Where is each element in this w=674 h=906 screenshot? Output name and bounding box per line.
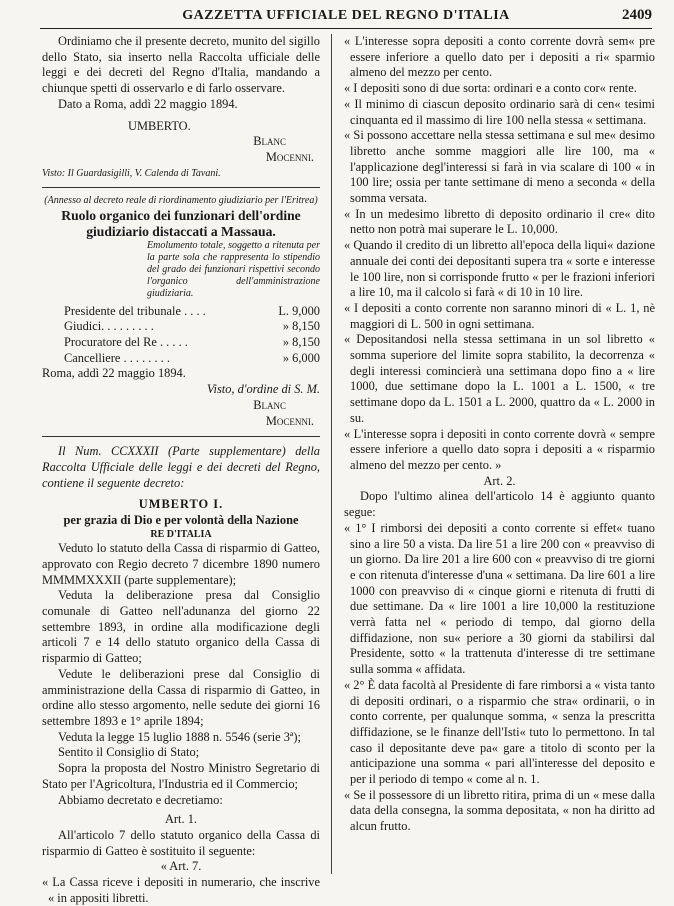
facolta-paragraph: « 2° È data facoltà al Presidente di fare rimborsi a « vista tanto di depositi ordinari, o a risparmio che stra« ordinarii, o in conto corrente, per qualunque somma, « senza la prescritta diffidazione, se le finanze dell'Isti« tuto lo permettono. In tal caso il depositante deve pa« gare a titolo di sconto per la anticipazione una somma « pari all'interesse del deposito e per il periodo di tempo « come al n. 1. <box>344 677 655 787</box>
salary-role: Giudici. . . . . . . . . <box>64 319 154 334</box>
statute-paragraph: « In un medesimo libretto di deposito ordinario il cre« dito netto non potrà mai superare le L. 10,000. <box>344 206 655 237</box>
decree-date: Dato a Roma, addì 22 maggio 1894. <box>58 96 238 111</box>
article-7-heading: « Art. 7. <box>160 859 202 874</box>
article-2-heading: Art. 2. <box>483 473 516 488</box>
statute-paragraph: « L'interesse sopra i depositi in conto corrente dovrà « sempre essere inferiore a quello dato sopra i depositi a « risparmio almeno del mezzo per cento. » <box>344 426 655 472</box>
section-rule <box>42 436 320 437</box>
decree-heading-umberto: UMBERTO I. <box>138 497 224 512</box>
salary-amount: L. 9,000 <box>278 303 320 318</box>
consideration-3: Vedute le deliberazioni prese dal Consiglio di amministrazione della Cassa di risparmio di Gatteo, in ordine allo stesso argomento, nelle sedute dei giorni 16 settembre 1893 e 1° aprile 1894; <box>42 666 320 728</box>
visto-ordine: Visto, d'ordine di S. M. <box>206 382 320 397</box>
decree-closing-paragraph: Ordiniamo che il presente decreto, munito del sigillo dello Stato, sia inserto nella Raccolta ufficiale delle leggi e dei decreti del Regno d'Italia, mandando a chiunque spetti di osservarlo e di farlo osservare. <box>42 34 320 96</box>
salary-amount: » 6,000 <box>282 350 320 365</box>
salary-row <box>42 351 320 367</box>
left-column <box>42 34 320 906</box>
rimborsi-paragraph: « 1° I rimborsi dei depositi a conto corrente si effet« tuano sino a lire 50 a vista. Da lire 51 a lire 200 con « preavviso di un giorno. Da lire 201 a lire 600 con « preavviso di tre giorni e con ritenuta d'interesse d'una « settimana. Da lire 601 a lire 1000 con preavviso di « cinque giorni e ritenuta di frutti di due settimane. Da « lire 1001 a lire 10,000 la restituzione verrà fatta nel « periodo di tempo, dal giorno della diffidazione, non su« periore a 30 giorni da stabilirsi dal Presidente, sotto « la trattenuta d'interesse di tre settimane sulla somma « affidata. <box>344 520 655 677</box>
salary-amount: » 8,150 <box>282 335 320 350</box>
salary-row <box>42 319 320 335</box>
signature-mocenni-2: Mocenni. <box>265 413 314 428</box>
per-grazia-line: per grazia di Dio e per volontà della Nazione <box>63 513 299 528</box>
roma-date: Roma, addì 22 maggio 1894. <box>42 366 186 381</box>
column-divider <box>331 34 332 874</box>
signature-blanc-2: Blanc <box>253 397 286 412</box>
statute-paragraph: « I depositi a conto corrente non saranno minori di « L. 1, nè maggiori di L. 500 in ogni settimana. <box>344 300 655 331</box>
gazette-title: GAZZETTA UFFICIALE DEL REGNO D'ITALIA <box>182 8 510 23</box>
statute-paragraph: « Il minimo di ciascun deposito ordinario sarà di cen« tesimi cinquanta ed il massimo di lire 100 nella stessa « settimana. <box>344 96 655 127</box>
signature-blanc: Blanc <box>253 134 286 149</box>
statute-paragraph: « L'interesse sopra depositi a conto corrente dovrà sem« pre essere inferiore a quello dato per i depositi a ri« sparmio almeno del mezzo per cento. <box>344 34 655 80</box>
signature-mocenni: Mocenni. <box>265 149 314 164</box>
consideration-7: Abbiamo decretato e decretiamo: <box>58 792 223 807</box>
annesso-note: (Annesso al decreto reale di riordinamento giudiziario per l'Eritrea) <box>44 195 318 207</box>
consideration-1: Veduto lo statuto della Cassa di risparmio di Gatteo, approvato con Regio decreto 7 dicembre 1890 numero MMMMXXXII (parte supplementare); <box>42 541 320 587</box>
visto-guardasigilli: Visto: Il Guardasigilli, V. Calenda di Tavani. <box>42 167 221 179</box>
page-header <box>40 4 652 29</box>
consideration-5: Sentito il Consiglio di Stato; <box>58 745 200 760</box>
salary-row <box>42 335 320 351</box>
consideration-4: Veduta la legge 15 luglio 1888 n. 5546 (serie 3ª); <box>58 729 301 744</box>
salary-row <box>42 304 320 320</box>
article-2-intro: Dopo l'ultimo alinea dell'articolo 14 è aggiunto quanto segue: <box>344 489 655 520</box>
statute-paragraph: « Si possono accettare nella stessa settimana e sul me« desimo libretto anche somme maggiori alle lire 100, ma « l'applicazione degl'interessi si farà in via scalare di 100 « in 100 lire; ossia per tante settimane di meno a seconda « della somma versata. <box>344 128 655 206</box>
num-notice: Il Num. CCXXXII (Parte supplementare) della Raccolta Ufficiale delle leggi e dei decreti del Regno, contiene il seguente decreto: <box>42 444 320 490</box>
consideration-2: Veduta la deliberazione presa dal Consiglio comunale di Gatteo nell'adunanza del giorno 22 settembre 1893, in ordine alla modificazione degli articoli 7 e 14 dello statuto organico della Cassa di risparmio di Gatteo; <box>42 588 320 666</box>
salary-role: Cancelliere . . . . . . . . <box>64 350 170 365</box>
page-number: 2409 <box>622 7 652 23</box>
statute-paragraph: « Quando il credito di un libretto all'epoca della liqui« dazione annuale dei conti dei depositanti supera tra « sorte e interesse le 100 lire, non si corrisponde frutto « per le frazioni inferiori a lire 10, ma il calcolo si farà « di 10 in 10 lire. <box>344 238 655 300</box>
emolumento-note: Emolumento totale, soggetto a ritenuta per la parte sola che rappresenta lo stipendio del grado dei funzionari rispettivi secondo l'organico dell'amministrazione giudiziaria. <box>147 239 320 299</box>
ruolo-title: Ruolo organico dei funzionari dell'ordine giudiziario distaccati a Massaua. <box>61 207 301 239</box>
section-rule <box>42 187 320 188</box>
article-1-heading: Art. 1. <box>164 812 197 827</box>
right-column <box>344 34 655 835</box>
salary-role: Presidente del tribunale . . . . <box>64 303 206 318</box>
article-7-text: « La Cassa riceve i depositi in numerario, che inscrive « in appositi libretti. <box>42 875 320 905</box>
re-italia-line: RE D'ITALIA <box>150 528 212 540</box>
salary-role: Procuratore del Re . . . . . <box>64 335 188 350</box>
salary-amount: » 8,150 <box>282 319 320 334</box>
signature-umberto: UMBERTO. <box>128 118 191 133</box>
article-1-text: All'articolo 7 dello statuto organico della Cassa di risparmio di Gatteo è sostituito il seguente: <box>42 827 320 858</box>
statute-paragraph: « Depositandosi nella stessa settimana in un sol libretto « somma superiore del limite sopra stabilito, la decorrenza « degli interessi comincierà una settimana dopo fino a « lire 1000, due settimane dopo la L. 1001 a L. 1500, « tre settimane dopo da L. 1501 a L. 2000, quattro da « L. 2000 in su. <box>344 332 655 425</box>
salary-list <box>42 304 320 367</box>
statute-paragraph: « I depositi sono di due sorta: ordinari e a conto cor« rente. <box>344 81 637 96</box>
ritiro-paragraph: « Se il possessore di un libretto ritira, prima di un « mese dalla data della consegna, la somma depositata, « non ha diritto ad alcun frutto. <box>344 787 655 834</box>
consideration-6: Sopra la proposta del Nostro Ministro Segretario di Stato per l'Agricoltura, l'Industria ed il Commercio; <box>42 761 320 791</box>
